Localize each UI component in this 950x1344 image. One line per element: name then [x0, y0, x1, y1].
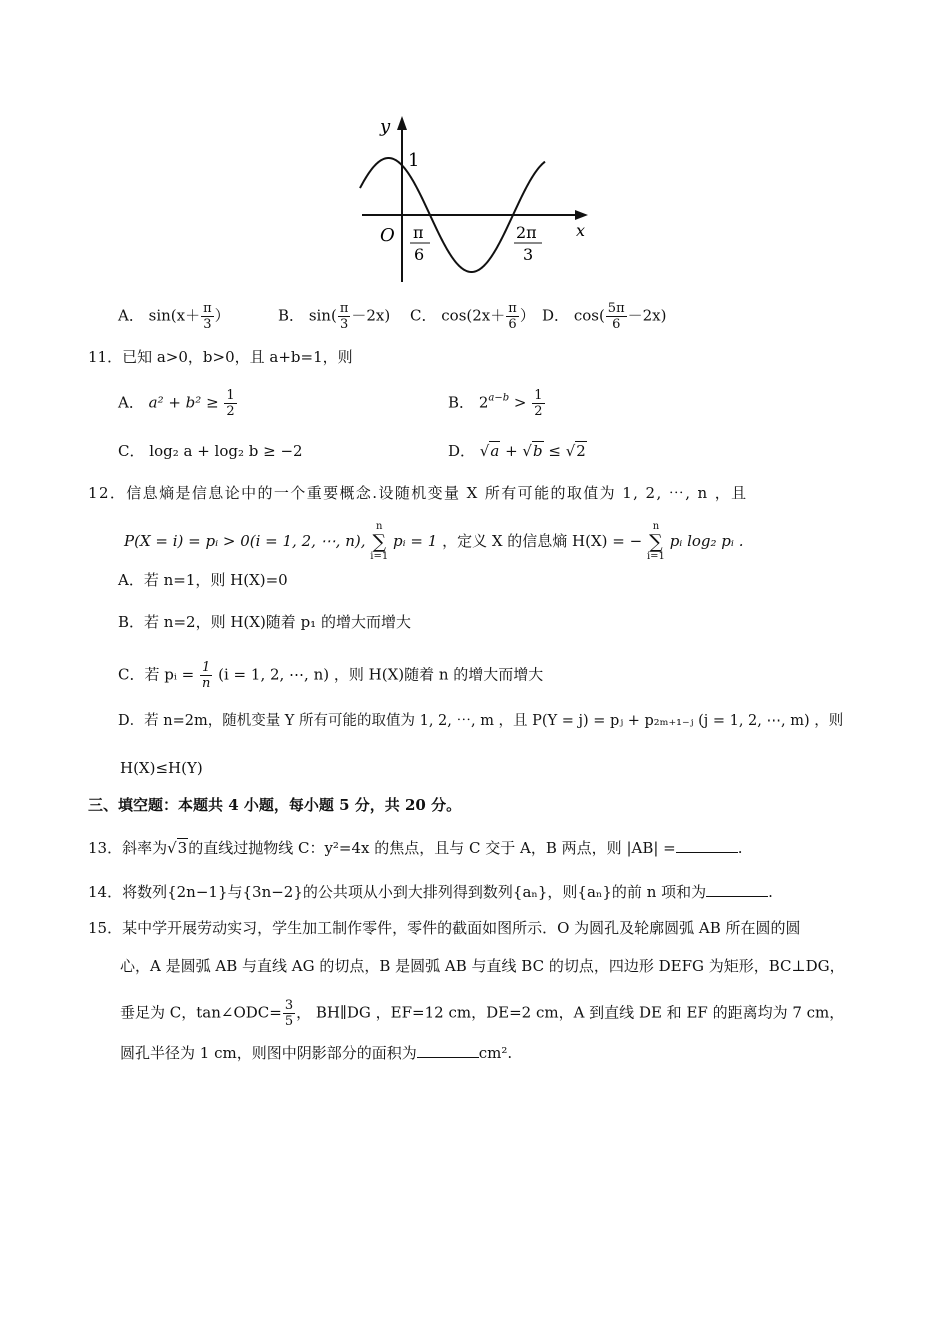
q11-b-den: 2 [534, 404, 543, 419]
section-3-heading: 三、填空题：本题共 4 小题，每小题 5 分，共 20 分。 [88, 796, 462, 814]
q12-option-b: B．若 n=2，则 H(X)随着 p₁ 的增大而增大 [118, 613, 411, 631]
q10-d-den: 6 [612, 317, 621, 332]
q13-answer-blank[interactable] [676, 838, 738, 853]
q12-cond-text: P(X = i) = pᵢ > 0(i = 1, 2, ⋯, n), [124, 532, 366, 550]
q12-sum1-top: n [376, 521, 383, 532]
q10-option-c [410, 301, 535, 332]
tick2-den: 3 [523, 245, 534, 264]
q14 [88, 882, 773, 902]
q15-num: 3 [284, 998, 294, 1013]
q10-a-post: ） [214, 306, 230, 325]
q11-option-b [448, 388, 546, 419]
tick2-num: 2π [516, 223, 537, 242]
y-axis-arrow [397, 116, 407, 130]
q13-post: 的直线过抛物线 C：y²=4x 的焦点，且与 C 交于 A，B 两点，则 |AB| = [188, 839, 676, 857]
q12-sum2-sigma: ∑ [649, 531, 663, 553]
q15-line3-post: ， BH∥DG ，EF=12 cm，DE=2 cm，A 到直线 DE 和 EF 的距离均为 7 cm， [296, 1003, 845, 1022]
q15-line2: 心，A 是圆弧 AB 与直线 AG 的切点，B 是圆弧 AB 与直线 BC 的切点，四边形 DEFG 为矩形，BC⊥DG， [120, 957, 845, 975]
q10-a-label: A． [118, 306, 144, 325]
q12-option-c [118, 660, 543, 691]
q10-a-frac [201, 301, 214, 332]
q11-d-b: b [532, 442, 543, 460]
q11-a-expr: a² + b² ≥ [148, 393, 219, 412]
origin-label: O [380, 225, 395, 246]
q11-b-frac [532, 388, 544, 419]
q10-d-pre: cos( [573, 306, 605, 325]
q11-d-label: D． [448, 442, 476, 460]
q10-option-a [118, 301, 230, 332]
q10-d-label: D． [542, 306, 570, 325]
q14-answer-blank[interactable] [706, 882, 768, 897]
q12-c-num: 1 [200, 660, 212, 676]
q10-option-d [542, 301, 666, 332]
q12-cond-tail: pᵢ = 1 [393, 532, 438, 550]
q11-b-exp: a−b [488, 392, 510, 404]
q14-text: 14．将数列{2n−1}与{3n−2}的公共项从小到大排列得到数列{aₙ}，则{aₙ}的前 n 项和为 [88, 883, 707, 901]
q10-b-label: B． [278, 306, 305, 325]
q10-b-den: 3 [339, 317, 349, 332]
q10-a-pre: sin(x＋ [148, 306, 201, 325]
q12-def-tail: pᵢ log₂ pᵢ . [669, 532, 744, 550]
q13-end: . [737, 839, 743, 857]
q15-line4-end: cm². [478, 1044, 513, 1062]
q10-c-den: 6 [508, 317, 517, 332]
q12-sum-2 [647, 522, 665, 562]
q11-b-base: 2 [478, 393, 489, 412]
tick1-den: 6 [414, 245, 425, 264]
q10-d-post: －2x) [627, 306, 667, 325]
q10-c-label: C． [410, 306, 437, 325]
q11-a-frac [224, 388, 236, 419]
q10-d-frac [606, 301, 627, 332]
q12-def-text: ，定义 X 的信息熵 H(X) = − [442, 532, 643, 550]
tick1-num: π [413, 223, 424, 242]
q13: 13．斜率为√3的直线过抛物线 C：y²=4x 的焦点，且与 C 交于 A，B 两点，则 |AB| = . [88, 839, 743, 857]
q11-d-a: a [490, 442, 500, 460]
q10-b-pre: sin( [308, 306, 337, 325]
q12-stem: 12．信息熵是信息论中的一个重要概念.设随机变量 X 所有可能的取值为 1, 2, ⋯, n ，且 [88, 484, 748, 502]
q15-line4 [120, 1043, 512, 1063]
q11-b-num: 1 [534, 388, 543, 403]
q10-a-num: π [203, 301, 212, 316]
q11-b-rel: > [509, 393, 532, 412]
q15-line1: 15．某中学开展劳动实习，学生加工制作零件，零件的截面如图所示．O 为圆孔及轮廓圆弧 AB 所在圆的圆 [88, 919, 801, 937]
x-axis-arrow [575, 210, 588, 220]
q10-b-post: －2x) [351, 306, 391, 325]
q12-sum2-top: n [652, 521, 660, 532]
q15-line3-pre: 垂足为 C，tan∠ODC= [120, 1003, 282, 1022]
q10-a-den: 3 [203, 317, 212, 332]
q10-b-num: π [339, 301, 349, 316]
sine-graph-figure [350, 110, 600, 290]
q12-sum-1 [370, 522, 388, 562]
q11-c-label: C． [118, 442, 145, 460]
q13-pre: 13．斜率为 [88, 839, 168, 857]
q12-option-d-cont: H(X)≤H(Y) [120, 759, 203, 777]
sine-graph-svg [350, 110, 600, 290]
x-axis-label: x [576, 221, 586, 240]
q10-c-frac [506, 301, 519, 332]
q15-line3 [120, 998, 844, 1029]
q12-c-frac [200, 660, 212, 691]
q12-c-pre: C．若 pᵢ = [118, 665, 195, 684]
q10-d-num: 5π [607, 301, 625, 316]
q15-frac [283, 998, 295, 1029]
q15-answer-blank[interactable] [417, 1043, 479, 1058]
y-axis-label: y [380, 116, 391, 137]
q12-condition [124, 522, 743, 562]
q12-c-den: n [201, 676, 211, 691]
q11-stem: 11．已知 a>0，b>0，且 a+b=1，则 [88, 348, 353, 366]
q11-d-2: 2 [576, 442, 586, 460]
q11-a-den: 2 [226, 404, 235, 419]
q12-sum1-sigma: ∑ [372, 531, 387, 553]
q12-sum2-bot: i=1 [646, 551, 665, 562]
q11-option-d: D． √a + √b ≤ √2 [448, 442, 586, 460]
q10-c-pre: cos(2x＋ [441, 306, 506, 325]
y-intercept-label: 1 [408, 150, 420, 171]
q10-c-post: ） [519, 306, 535, 325]
q12-option-d: D．若 n=2m，随机变量 Y 所有可能的取值为 1, 2, ⋯, m ，且 P(Y = j) = pⱼ + p₂ₘ₊₁₋ⱼ (j = 1, 2, ⋯, m) ，则 [118, 713, 844, 729]
q13-sqrt: 3 [177, 839, 188, 857]
q12-option-a: A．若 n=1，则 H(X)=0 [118, 571, 288, 589]
q11-b-label: B． [448, 393, 475, 412]
q14-end: . [768, 883, 773, 901]
q15-line4-text: 圆孔半径为 1 cm，则图中阴影部分的面积为 [120, 1044, 417, 1062]
q11-option-c [118, 441, 303, 461]
q10-c-num: π [508, 301, 517, 316]
q11-option-a [118, 388, 238, 419]
q10-b-frac [338, 301, 351, 332]
q11-a-num: 1 [226, 388, 235, 403]
q15-den: 5 [284, 1014, 294, 1029]
q11-c-expr: log₂ a + log₂ b ≥ −2 [149, 442, 303, 460]
q12-sum1-bot: i=1 [370, 551, 389, 562]
q12-c-post: (i = 1, 2, ⋯, n) ，则 H(X)随着 n 的增大而增大 [218, 665, 544, 684]
q10-option-b [278, 301, 390, 332]
q11-a-label: A． [118, 393, 144, 412]
